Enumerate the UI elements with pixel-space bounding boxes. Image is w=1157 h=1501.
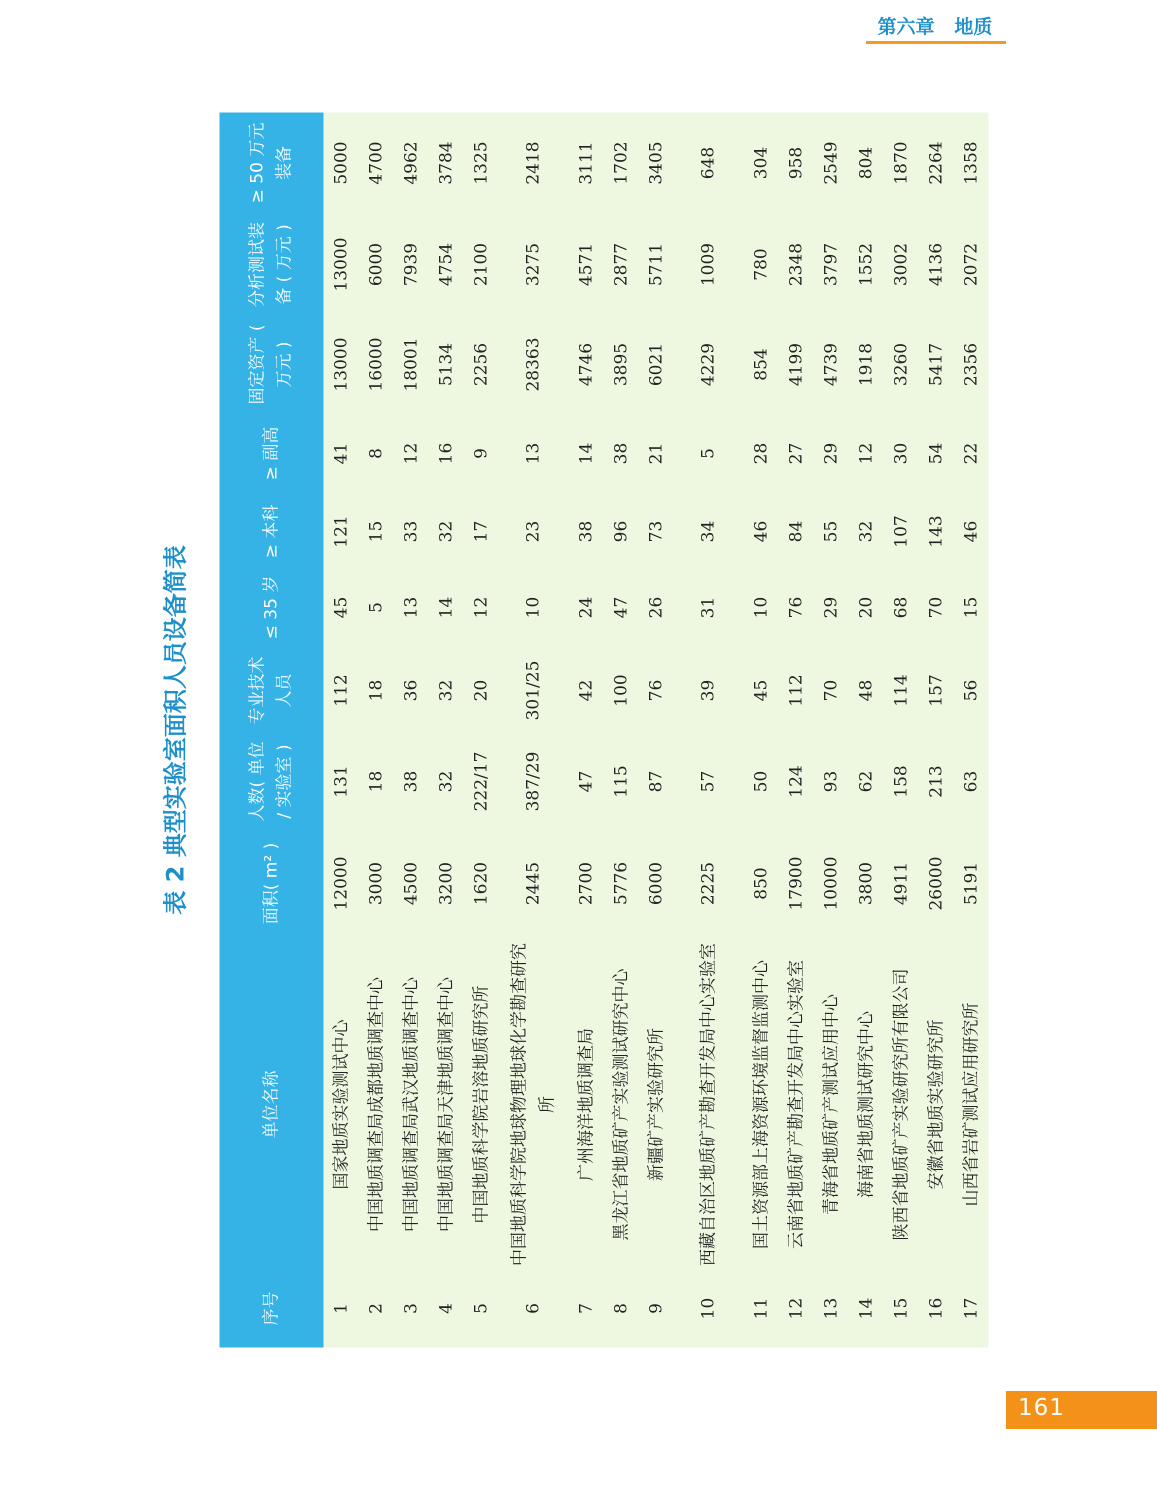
table-header-row <box>220 113 324 1348</box>
table-cell: 28363 <box>499 316 569 414</box>
unit-name-cell: 国土资源部上海资源环境监督监测中心 <box>744 940 779 1270</box>
table-cell: 1552 <box>849 214 884 316</box>
table-cell: 12000 <box>324 828 359 940</box>
table-cell: 4199 <box>779 316 814 414</box>
table-cell: 33 <box>394 494 429 570</box>
column-header: 人数( 单位 / 实验室 ) <box>220 736 324 828</box>
table-cell: 3260 <box>884 316 919 414</box>
table-cell: 8 <box>359 414 394 494</box>
table-cell: 5417 <box>919 316 954 414</box>
table-cell: 87 <box>639 736 674 828</box>
table-cell: 6000 <box>639 828 674 940</box>
unit-name-cell: 中国地质调查局天津地质调查中心 <box>429 940 464 1270</box>
table-cell: 850 <box>744 828 779 940</box>
table-cell: 32 <box>429 494 464 570</box>
table-cell: 213 <box>919 736 954 828</box>
table-cell: 46 <box>954 494 989 570</box>
table-cell: 2418 <box>499 113 569 214</box>
header-underline <box>866 41 1006 44</box>
table-cell: 14 <box>849 1270 884 1348</box>
table-cell: 6000 <box>359 214 394 316</box>
table-cell: 96 <box>604 494 639 570</box>
table-cell: 4739 <box>814 316 849 414</box>
table-cell: 29 <box>814 414 849 494</box>
table-cell: 18 <box>359 646 394 736</box>
table-cell: 45 <box>744 646 779 736</box>
table-cell: 4500 <box>394 828 429 940</box>
table-cell: 32 <box>429 646 464 736</box>
table-cell: 17900 <box>779 828 814 940</box>
table-cell: 16 <box>919 1270 954 1348</box>
unit-name-cell: 广州海洋地质调查局 <box>569 940 604 1270</box>
table-row <box>884 113 919 1348</box>
table-cell: 2356 <box>954 316 989 414</box>
table-cell: 112 <box>779 646 814 736</box>
column-header: ≥ 本科 <box>220 494 324 570</box>
table-cell: 42 <box>569 646 604 736</box>
table-cell: 20 <box>464 646 499 736</box>
table-cell: 10000 <box>814 828 849 940</box>
table-cell: 3405 <box>639 113 674 214</box>
unit-name-cell: 陕西省地质矿产实验研究所有限公司 <box>884 940 919 1270</box>
table-cell: 18 <box>359 736 394 828</box>
table-cell: 63 <box>954 736 989 828</box>
table-cell: 3200 <box>429 828 464 940</box>
unit-name-cell: 安徽省地质实验研究所 <box>919 940 954 1270</box>
table-cell: 47 <box>604 570 639 646</box>
table-cell: 26000 <box>919 828 954 940</box>
table-cell: 20 <box>849 570 884 646</box>
table-cell: 4754 <box>429 214 464 316</box>
table-cell: 4962 <box>394 113 429 214</box>
table-cell: 1870 <box>884 113 919 214</box>
table-row <box>814 113 849 1348</box>
table-cell: 32 <box>429 736 464 828</box>
table-cell: 131 <box>324 736 359 828</box>
column-header: 固定资产 ( 万元 ) <box>220 316 324 414</box>
table-row <box>849 113 884 1348</box>
table-cell: 2100 <box>464 214 499 316</box>
table-cell: 76 <box>779 570 814 646</box>
table-cell: 6 <box>499 1270 569 1348</box>
table-cell: 36 <box>394 646 429 736</box>
table-cell: 16 <box>429 414 464 494</box>
table-cell: 2256 <box>464 316 499 414</box>
table-cell: 21 <box>639 414 674 494</box>
table-cell: 24 <box>569 570 604 646</box>
table-cell: 3797 <box>814 214 849 316</box>
table-cell: 115 <box>604 736 639 828</box>
unit-name-cell: 青海省地质矿产测试应用中心 <box>814 940 849 1270</box>
table-cell: 301/25 <box>499 646 569 736</box>
table-cell: 50 <box>744 736 779 828</box>
table-cell: 4571 <box>569 214 604 316</box>
table-cell: 76 <box>639 646 674 736</box>
table-cell: 5000 <box>324 113 359 214</box>
table-cell: 48 <box>849 646 884 736</box>
table-cell: 15 <box>954 570 989 646</box>
table-cell: 26 <box>639 570 674 646</box>
table-cell: 854 <box>744 316 779 414</box>
column-header: ≤ 35 岁 <box>220 570 324 646</box>
table-cell: 1702 <box>604 113 639 214</box>
table-row <box>569 113 604 1348</box>
section-label: 地质 <box>954 16 993 38</box>
table-cell: 3 <box>394 1270 429 1348</box>
table-cell: 14 <box>569 414 604 494</box>
table-cell: 4229 <box>674 316 744 414</box>
table-cell: 3000 <box>359 828 394 940</box>
table-cell: 54 <box>919 414 954 494</box>
table-title: 表 2 典型实验室面积人员设备简表 <box>161 545 190 915</box>
table-cell: 73 <box>639 494 674 570</box>
table-cell: 387/29 <box>499 736 569 828</box>
unit-name-cell: 中国地质科学院地球物理地球化学勘查研究所 <box>499 940 569 1270</box>
table-cell: 4136 <box>919 214 954 316</box>
table-cell: 70 <box>814 646 849 736</box>
table-cell: 5711 <box>639 214 674 316</box>
table-row <box>919 113 954 1348</box>
table-cell: 11 <box>744 1270 779 1348</box>
table-cell: 2264 <box>919 113 954 214</box>
unit-name-cell: 黑龙江省地质矿产实验测试研究中心 <box>604 940 639 1270</box>
table-cell: 10 <box>744 570 779 646</box>
table-cell: 56 <box>954 646 989 736</box>
table-cell: 648 <box>674 113 744 214</box>
table-cell: 2445 <box>499 828 569 940</box>
lab-summary-table <box>220 113 989 1348</box>
unit-name-cell: 中国地质调查局成都地质调查中心 <box>359 940 394 1270</box>
table-cell: 3002 <box>884 214 919 316</box>
table-cell: 6021 <box>639 316 674 414</box>
table-cell: 30 <box>884 414 919 494</box>
table-cell: 38 <box>604 414 639 494</box>
chapter-header <box>862 14 1008 44</box>
table-row <box>359 113 394 1348</box>
table-cell: 16000 <box>359 316 394 414</box>
column-header: 单位名称 <box>220 940 324 1270</box>
table-cell: 780 <box>744 214 779 316</box>
table-cell: 5191 <box>954 828 989 940</box>
table-cell: 13000 <box>324 214 359 316</box>
table-cell: 5 <box>674 414 744 494</box>
table-cell: 31 <box>674 570 744 646</box>
table-cell: 8 <box>604 1270 639 1348</box>
table-cell: 100 <box>604 646 639 736</box>
table-cell: 45 <box>324 570 359 646</box>
table-cell: 13 <box>814 1270 849 1348</box>
table-cell: 23 <box>499 494 569 570</box>
table-row <box>604 113 639 1348</box>
table-cell: 2348 <box>779 214 814 316</box>
table-row <box>674 113 744 1348</box>
table-cell: 2549 <box>814 113 849 214</box>
table-body <box>324 113 989 1348</box>
table-cell: 3784 <box>429 113 464 214</box>
table-cell: 13 <box>499 414 569 494</box>
table-cell: 1620 <box>464 828 499 940</box>
rotated-table-block <box>153 113 993 1348</box>
table-cell: 107 <box>884 494 919 570</box>
table-cell: 304 <box>744 113 779 214</box>
table-cell: 5134 <box>429 316 464 414</box>
table-cell: 13 <box>394 570 429 646</box>
table-cell: 17 <box>464 494 499 570</box>
table-cell: 47 <box>569 736 604 828</box>
table-cell: 38 <box>569 494 604 570</box>
unit-name-cell: 新疆矿产实验研究所 <box>639 940 674 1270</box>
table-cell: 17 <box>954 1270 989 1348</box>
column-header: 面积( m² ) <box>220 828 324 940</box>
table-cell: 15 <box>884 1270 919 1348</box>
table-cell: 34 <box>674 494 744 570</box>
table-cell: 12 <box>779 1270 814 1348</box>
table-row <box>779 113 814 1348</box>
table-cell: 1358 <box>954 113 989 214</box>
table-cell: 1325 <box>464 113 499 214</box>
unit-name-cell: 中国地质调查局武汉地质调查中心 <box>394 940 429 1270</box>
table-cell: 39 <box>674 646 744 736</box>
table-cell: 55 <box>814 494 849 570</box>
table-cell: 38 <box>394 736 429 828</box>
table-cell: 70 <box>919 570 954 646</box>
table-cell: 2700 <box>569 828 604 940</box>
table-cell: 3895 <box>604 316 639 414</box>
unit-name-cell: 西藏自治区地质矿产勘查开发局中心实验室 <box>674 940 744 1270</box>
table-cell: 143 <box>919 494 954 570</box>
table-cell: 14 <box>429 570 464 646</box>
table-cell: 12 <box>849 414 884 494</box>
table-cell: 84 <box>779 494 814 570</box>
table-cell: 62 <box>849 736 884 828</box>
table-cell: 18001 <box>394 316 429 414</box>
table-cell: 112 <box>324 646 359 736</box>
table-row <box>744 113 779 1348</box>
table-cell: 1 <box>324 1270 359 1348</box>
table-cell: 12 <box>464 570 499 646</box>
table-cell: 29 <box>814 570 849 646</box>
table-cell: 15 <box>359 494 394 570</box>
table-cell: 13000 <box>324 316 359 414</box>
table-cell: 2072 <box>954 214 989 316</box>
page-number: 161 <box>1018 1395 1065 1421</box>
table-cell: 27 <box>779 414 814 494</box>
table-cell: 5 <box>359 570 394 646</box>
column-header: 分析测试装备 ( 万元 ) <box>220 214 324 316</box>
table-cell: 4911 <box>884 828 919 940</box>
table-cell: 3800 <box>849 828 884 940</box>
table-cell: 41 <box>324 414 359 494</box>
unit-name-cell: 山西省岩矿测试应用研究所 <box>954 940 989 1270</box>
table-row <box>499 113 569 1348</box>
table-row <box>464 113 499 1348</box>
table-cell: 2 <box>359 1270 394 1348</box>
table-cell: 4746 <box>569 316 604 414</box>
table-cell: 3111 <box>569 113 604 214</box>
table-cell: 7939 <box>394 214 429 316</box>
unit-name-cell: 云南省地质矿产勘查开发局中心实验室 <box>779 940 814 1270</box>
column-header: ≥ 副高 <box>220 414 324 494</box>
column-header: 专业技术人员 <box>220 646 324 736</box>
table-cell: 93 <box>814 736 849 828</box>
table-cell: 958 <box>779 113 814 214</box>
table-cell: 22 <box>954 414 989 494</box>
table-cell: 9 <box>464 414 499 494</box>
table-cell: 28 <box>744 414 779 494</box>
table-cell: 158 <box>884 736 919 828</box>
table-cell: 2877 <box>604 214 639 316</box>
table-cell: 121 <box>324 494 359 570</box>
table-row <box>954 113 989 1348</box>
table-cell: 1009 <box>674 214 744 316</box>
page-number-badge <box>1006 1391 1157 1429</box>
table-cell: 12 <box>394 414 429 494</box>
table-cell: 10 <box>674 1270 744 1348</box>
table-cell: 4 <box>429 1270 464 1348</box>
table-cell: 57 <box>674 736 744 828</box>
table-cell: 68 <box>884 570 919 646</box>
table-cell: 46 <box>744 494 779 570</box>
unit-name-cell: 中国地质科学院岩溶地质研究所 <box>464 940 499 1270</box>
table-cell: 3275 <box>499 214 569 316</box>
table-cell: 2225 <box>674 828 744 940</box>
table-cell: 4700 <box>359 113 394 214</box>
table-cell: 1918 <box>849 316 884 414</box>
column-header: ≥ 50 万元装备 <box>220 113 324 214</box>
table-cell: 157 <box>919 646 954 736</box>
table-cell: 114 <box>884 646 919 736</box>
table-cell: 5 <box>464 1270 499 1348</box>
table-cell: 9 <box>639 1270 674 1348</box>
table-cell: 10 <box>499 570 569 646</box>
unit-name-cell: 国家地质实验测试中心 <box>324 940 359 1270</box>
chapter-label: 第六章 <box>877 16 935 38</box>
unit-name-cell: 海南省地质测试研究中心 <box>849 940 884 1270</box>
table-cell: 804 <box>849 113 884 214</box>
table-row <box>429 113 464 1348</box>
table-row <box>639 113 674 1348</box>
table-cell: 124 <box>779 736 814 828</box>
table-cell: 32 <box>849 494 884 570</box>
column-header: 序号 <box>220 1270 324 1348</box>
table-cell: 5776 <box>604 828 639 940</box>
table-row <box>394 113 429 1348</box>
table-cell: 7 <box>569 1270 604 1348</box>
table-row <box>324 113 359 1348</box>
table-cell: 222/17 <box>464 736 499 828</box>
